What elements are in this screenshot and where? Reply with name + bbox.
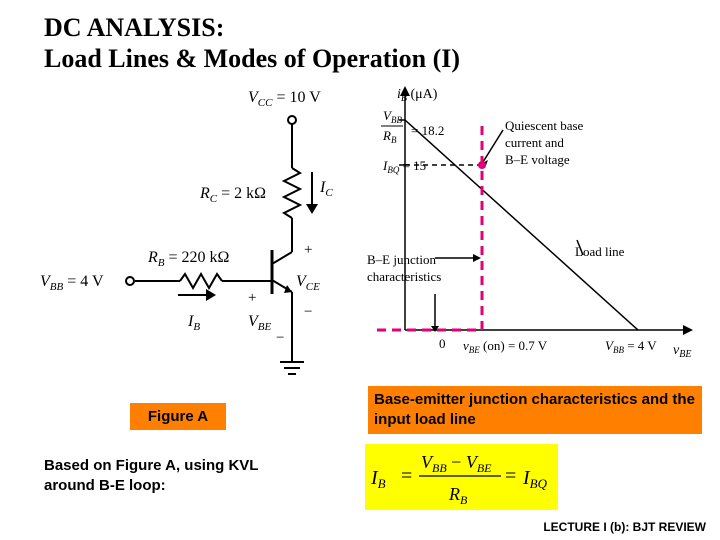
svg-text:= 18.2: = 18.2: [411, 123, 445, 138]
vcc-terminal: [288, 116, 296, 124]
kvl-text-line-1: Based on Figure A, using KVL: [44, 457, 259, 474]
svg-text:vBE (on) = 0.7 V: $v_{BE}$ (on) = 0.7 V: [463, 338, 548, 355]
title-line-2: Load Lines & Modes of Operation (I): [44, 44, 460, 73]
input-load-line-graph: [355, 80, 710, 380]
svg-text:VBB = 4 V: $V_{BB} = 4$ V: [40, 273, 104, 293]
annot-loadline: Load line: [575, 244, 625, 259]
title-line-1: DC ANALYSIS:: [44, 13, 225, 42]
svg-text:RB = 220 kΩ: $R_B = 220$ kΩ: [148, 249, 230, 269]
graph-caption: Base-emitter junction characteristics and the input load line: [368, 386, 702, 434]
slide-title: [44, 12, 460, 74]
svg-text:+: +: [304, 242, 313, 258]
svg-text:VBB = 4 V: $V_{BB} = 4$ V: [605, 338, 657, 355]
svg-text:RC = 2 kΩ: $R_C = 2$ kΩ: [200, 185, 267, 205]
be-junction-characteristic: [377, 122, 482, 330]
figure-caption: Figure A: [130, 403, 226, 430]
ib-equation: [365, 444, 558, 510]
svg-text:RB: $R_B$: [449, 484, 468, 507]
rb-resistor: [180, 274, 222, 288]
svg-text:−: −: [276, 330, 285, 346]
svg-text:=: =: [401, 465, 413, 487]
kvl-text-line-2: around B-E loop:: [44, 477, 166, 494]
q-point: [478, 161, 486, 169]
svg-text:IBQ: $I_{BQ}$: [523, 467, 548, 491]
svg-text:VBE: $V_{BE}$: [248, 313, 272, 333]
annot-quiescent-2: current and: [505, 135, 564, 150]
annot-quiescent-1: Quiescent base: [505, 118, 584, 133]
annot-junction-2: characteristics: [367, 269, 442, 284]
svg-text:=: =: [505, 465, 517, 487]
bjt-bias-circuit: [30, 80, 360, 390]
svg-text:RB: $R_B$: [383, 128, 397, 145]
svg-text:IB: $I_B$: [188, 313, 201, 333]
svg-text:VBB − VBE: $V_{BB} - V_{BE}$: [421, 452, 492, 475]
svg-text:−: −: [304, 304, 313, 320]
svg-text:IB: $I_B$: [371, 467, 386, 491]
svg-text:VCC = 10 V: $V_{CC} = 10$ V: [248, 89, 321, 109]
svg-text:IBQ = 15: $I_{BQ} = 15$: [383, 158, 427, 175]
vbb-terminal: [126, 277, 134, 285]
annot-quiescent-3: B–E voltage: [505, 152, 570, 167]
footer-lecture: LECTURE I (b): BJT REVIEW: [543, 520, 706, 534]
svg-text:0: 0: [439, 336, 446, 351]
svg-text:+: +: [248, 290, 257, 306]
rc-resistor: [284, 168, 300, 218]
svg-text:IC: $I_C$: [320, 179, 333, 199]
svg-text:VCE: $V_{CE}$: [296, 273, 320, 293]
annot-junction-1: B–E junction: [367, 252, 436, 267]
kvl-text: [44, 456, 258, 496]
svg-text:VBB: $V_{BB}$: [383, 108, 402, 125]
svg-text:iB (μA): $i_B$ (μA): [397, 87, 438, 104]
svg-text:vBE: $v_{BE}$: [673, 343, 692, 360]
